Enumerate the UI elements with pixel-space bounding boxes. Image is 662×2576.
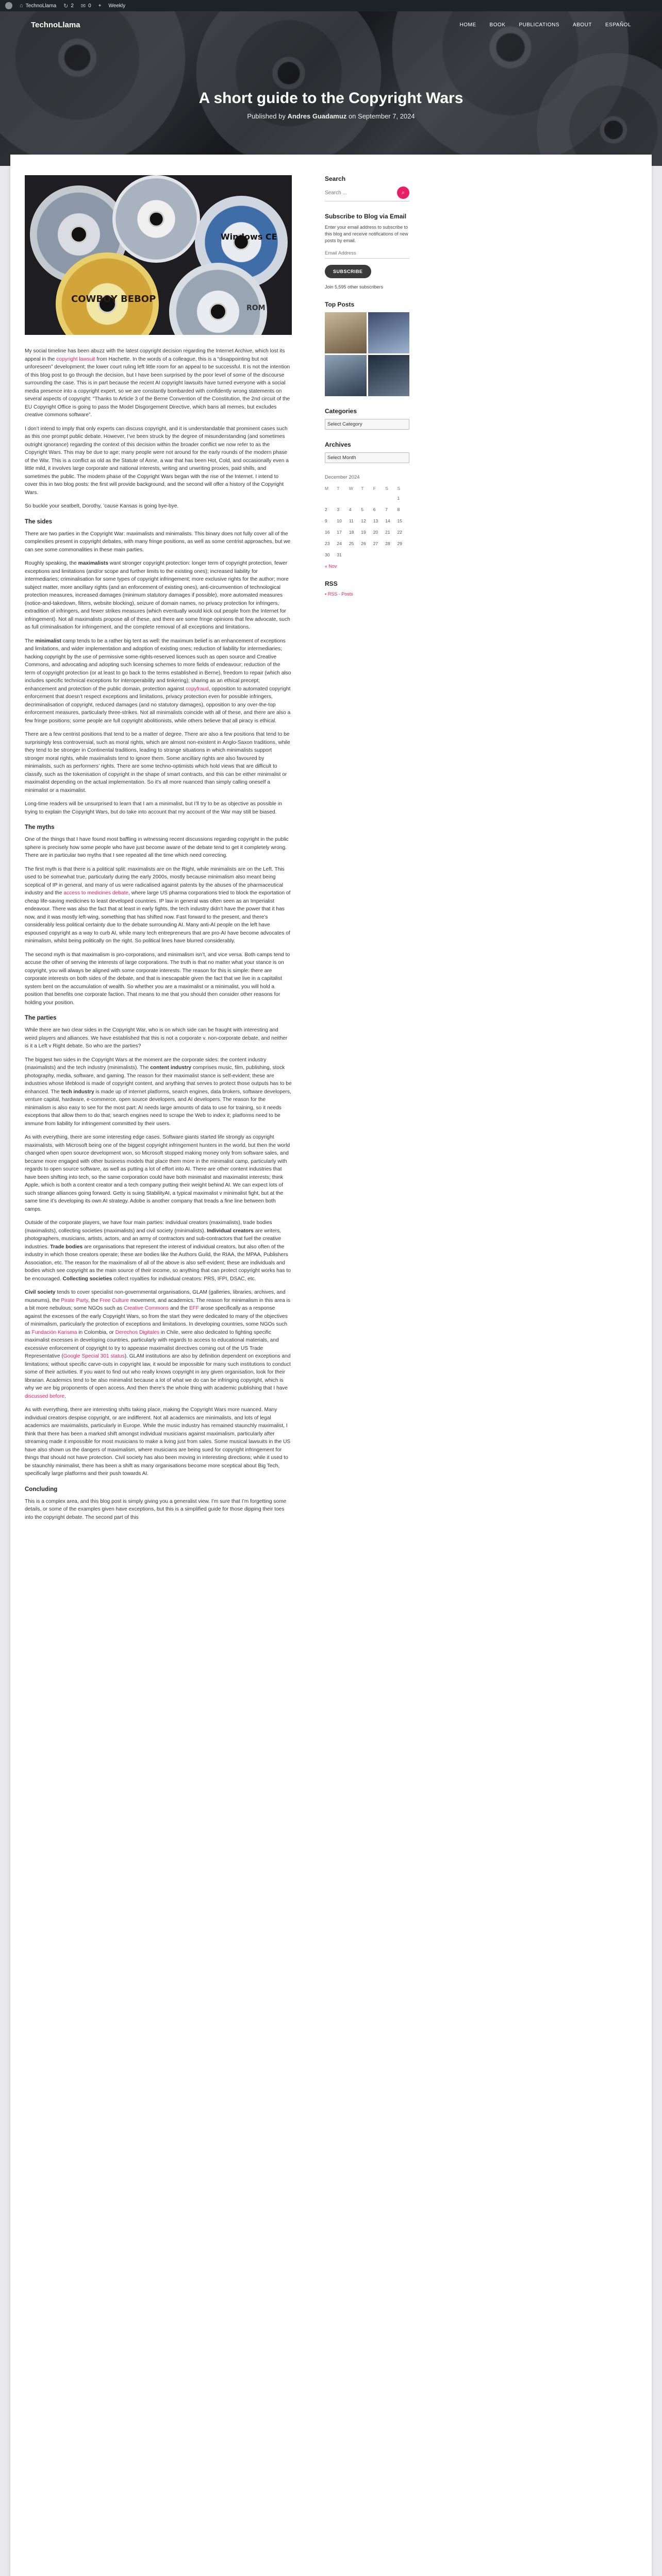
post-header [0, 90, 662, 120]
link[interactable]: Google Special 301 status [63, 1353, 125, 1359]
archives-widget [325, 441, 409, 463]
calendar-day: 12 [361, 518, 366, 523]
calendar-day: 29 [397, 541, 402, 546]
calendar-week [325, 527, 409, 538]
calendar-day-header: T [361, 486, 364, 491]
calendar-week [325, 538, 409, 549]
subscriber-count: Join 5,595 other subscribers [325, 284, 384, 290]
cd-label: COWBOY BEBOP [71, 294, 156, 304]
calendar-day [361, 493, 373, 504]
calendar-day [337, 493, 349, 504]
top-navigation [0, 11, 662, 38]
paragraph: One of the things that I have found most baffling in witnessing recent discussions regarding copyright in the public sphere is precisely how some people who have just become aware of the debate tend to get it completely wrong. There are in particular two myths that I see repeated all the time which need correcting. [25, 837, 289, 858]
link[interactable]: copyright lawsuit [56, 356, 95, 362]
paragraph: Long-time readers will be unsurprised to learn that I am a minimalist, but I’ll try to be as objective as possible in trying to explain the Copyright Wars, but do take into account that my account of the War may still be biased. [25, 801, 282, 815]
calendar-week [325, 515, 409, 527]
paragraph: As with everything, there are interesting shifts taking place, making the Copyright Wars more nuanced. Many individual creators despise copyright, or are indifferent. Not all academics are minimalists, and lots of legal academics are maximalists, particularly in Europe. While the music industry has remained staunchly maximalist, I think that there has been a marked shift amongst individual musicians against maximalism, particularly after streaming made it impossible for most musicians to make a living just from sales. Some musical lawsuits in the US have also shown us the dangers of maximalism, where musicians are being sued for copyright infringement for things that should not have protection. Civil society has also been moving in interesting directions; while it used to be staunchly minimalist, there has been a shift as many organisations become more sceptical about Big Tech, specifically large platforms and their push towards AI. [25, 1407, 291, 1477]
calendar-prev-link[interactable]: « Nov [325, 564, 337, 569]
site-brand[interactable]: TechnoLlama [31, 20, 80, 29]
calendar-day: 24 [337, 541, 342, 546]
cd-disc [112, 175, 200, 263]
admin-comments[interactable]: ✉ 0 [80, 3, 91, 9]
refresh-icon: ↻ [63, 3, 69, 9]
calendar-day: 20 [373, 530, 378, 535]
search-widget [325, 175, 409, 201]
menu-item-publications[interactable]: PUBLICATIONS [519, 22, 560, 28]
link[interactable]: Derechos Digitales [115, 1329, 160, 1335]
calendar-day: 28 [385, 541, 390, 546]
article-content [25, 175, 292, 1527]
calendar-day [398, 549, 409, 561]
calendar-day: 18 [349, 530, 354, 535]
comment-icon: ✉ [80, 3, 86, 9]
calendar-day: 23 [325, 541, 330, 546]
admin-bar [0, 0, 662, 11]
search-input[interactable] [325, 190, 394, 196]
paragraph: This is a complex area, and this blog post is simply giving you a generalist view. I’m sure that I’m forgetting some details, or some of the examples given have exceptions, but this is a simplified guide for those dipping their toes into the copyright debate. The second part of this [25, 1498, 287, 1520]
calendar-day [373, 549, 385, 561]
post-title: A short guide to the Copyright Wars [198, 90, 464, 107]
calendar-day-header: S [385, 486, 388, 491]
hero-header [0, 11, 662, 166]
widget-title: Subscribe to Blog via Email [325, 213, 407, 220]
calendar-day: 9 [325, 518, 327, 523]
menu-item-book[interactable]: BOOK [489, 22, 506, 28]
categories-select[interactable]: Select Category [325, 419, 409, 430]
link[interactable]: Fundación Karisma [31, 1329, 77, 1335]
widget-title: Categories [325, 408, 357, 415]
subscribe-button[interactable]: SUBSCRIBE [325, 265, 371, 278]
main-menu [460, 22, 631, 28]
widget-title: Top Posts [325, 301, 355, 308]
main-card [10, 155, 652, 2576]
paragraph: Roughly speaking, the maximalists want stronger copyright protection: longer term of copyright protection, fewer exceptions and limitations (and/or scope and further limits to the existing ones); increased liability for intermediaries; criminalisation for some types of copyright infringement; more exclusive rights for the author; more subject matter, more ancillary rights (and an enforcement of existing ones), anti-circumvention of technological protection measures, increased damages (minimum statutory damages if possible), more automated measures (notice-and-takedown, filters, website blocking), seizure of domain names, no privacy protection for infringers, extradition of infringers, and fewer strikes measures (which eventually would kick out people from the Internet for infringement). Not all maximalists propose all of these, and there are some fringe opinions that few advocate, such as full criminalisation for infringement, and the complete removal of all exceptions and limitations. [25, 561, 290, 630]
calendar-day-header: W [349, 486, 353, 491]
calendar-day [361, 549, 373, 561]
admin-site-link[interactable]: ⌂ TechnoLlama [20, 3, 57, 9]
search-icon[interactable]: ⌕ [397, 187, 409, 199]
link[interactable]: copyfraud [186, 686, 209, 692]
widget-title: Search [325, 175, 346, 182]
menu-item-espanol[interactable]: ESPAÑOL [605, 22, 631, 28]
top-post-thumbnail[interactable] [325, 312, 367, 353]
calendar-day: 14 [385, 518, 390, 523]
paragraph: The second myth is that maximalism is pro-corporations, and minimalism isn’t, and vice versa. Both camps tend to accuse the other of serving the interests of large corporations. The truth is that no matter what your stance is on copyright, you will always be aligned with some corporate interests. The reason for this is simple: there are corporate interests on both sides of the debate, and that is inescapable given the fact that we live in a capitalist system bent on the accumulation of wealth. So whether you are a maximalist or a minimalist, you will hold a position that benefits one corporate faction. That means to me that you should then consider other reasons for holding your position. [25, 952, 290, 1006]
post-meta: Published by Andres Guadamuz on September 7, 2024 [247, 112, 415, 120]
paragraph: Civil society tends to cover specialist non-governmental organisations, GLAM (galleries, libraries, archives, and museums), the Pirate Party, the Free Culture movement, and academics. The reason for minimalism in this area is a bit more nebulous; some NGOs such as Creative Commons and the EFF arose specifically as a response against the excesses of the early Copyright Wars, so from the start they were dedicated to many of the objectives of minimalism, particularly the protection of exceptions and limitations. In developing countries, some NGOs such as Fundación Karisma in Colombia, or Derechos Digitales in Chile, were also dedicated to fighting specific maximalist excesses in developing countries, particularly with regards to access to educational materials, and excessive enforcement of copyright to try to appease maximalist directives coming out of the US Trade Representative (Google Special 301 status). GLAM institutions are also by definition dependent on exceptions and limitations; without specific carve-outs in copyright law, it would be impossible for many such institutions to conduct some of their activities. If you want to find out who really knows copyright in any given organisation, look for their librarian. Academics tend to be also minimalist because a lot of what we do can be infringing copyright, which is why we are big proponents of open access. And then there’s the whole thing with academic publishing that I have discussed before. [25, 1290, 291, 1399]
post-author[interactable]: Andres Guadamuz [287, 112, 347, 120]
calendar-day: 13 [373, 518, 378, 523]
top-post-thumbnail[interactable] [368, 312, 410, 353]
calendar-day: 3 [337, 507, 340, 512]
home-icon: ⌂ [20, 3, 23, 9]
calendar-day-header: M [325, 486, 329, 491]
calendar-day: 26 [361, 541, 366, 546]
link[interactable]: Free Culture [100, 1297, 129, 1303]
paragraph: My social timeline has been abuzz with the latest copyright decision regarding the Internet Archive, which lost its appeal in the copyright lawsuit from Hachette. In the words of a colleague, this is a “disappointing but not unforeseen” development; the lower court ruling left little room for an appeal to be successful. It is not the intention of this blog post to go through the decision, but I have been surprised by the poor level of some of the discourse surrounding the case. This is in part because the recent AI copyright lawsuits have turned everyone with a social media presence into a copyright expert, so we are constantly bombarded with confidently wrong statements on several aspects of copyright: “Thanks to Article 3 of the Berne Convention of the Constitution, the 2nd circuit of the EU Copyright Office is going to pass the Model Disgorgement Directive, which bans all memes, but excludes creative commons software”. [25, 348, 290, 418]
paragraph: While there are two clear sides in the Copyright War, who is on which side can be fraught with interesting and weird players and alliances. We have established that this is not a corporate v. non-corporate debate, and neither is it a Left v Right debate. So who are the parties? [25, 1027, 288, 1049]
calendar-week [325, 493, 409, 504]
archives-select[interactable]: Select Month [325, 452, 409, 463]
subscribe-widget: Subscribe to Blog via Email Enter your email address to subscribe to this blog and receive notifications of new posts by email. Email Address SUBSCRIBE Join 5,595 other subscribers [325, 213, 409, 290]
link[interactable]: EFF [189, 1306, 200, 1311]
calendar-day [325, 493, 337, 504]
link[interactable]: access to medicines debate [63, 890, 129, 896]
calendar-title: December 2024 [325, 474, 360, 480]
calendar-day [349, 493, 361, 504]
calendar-day [385, 493, 397, 504]
calendar-day: 7 [385, 507, 388, 512]
calendar-day: 15 [397, 518, 402, 523]
calendar-day-header: S [397, 486, 401, 491]
widget-title: Archives [325, 441, 351, 448]
paragraph: Outside of the corporate players, we have four main parties: individual creators (maximalists), trade bodies (maximalists), collecting societies (maximalists) and civil society (minimalists). Individual creators are writers, photographers, musicians, artists, actors, and an army of contractors and sub-contractors that fuel the creative industries. Trade bodies are organisations that represent the interest of individual creators, but also often of the industry in which those creators operate; these are bodies like the Authors Guild, the RIAA, the MPAA, Publishers Association, etc. The reason for the maximalism of all of the above is also self-evident; these are individuals and bodies which see copyright as the main source of their income, so anything that can protect copyright works has to be encouraged. Collecting societies collect royalties for individual creators: PRS, IFPI, DSAC, etc. [25, 1220, 291, 1282]
cd-label: Windows CE [221, 232, 277, 242]
calendar-week [325, 549, 409, 561]
paragraph: There are two parties in the Copyright War: maximalists and minimalists. This binary does not fully cover all of the complexities present in copyright debates, with many fringe positions, as well as some centrist approaches, but we can see some commonalities in these main parties. [25, 531, 291, 553]
sidebar [325, 175, 409, 608]
link[interactable]: Creative Commons [123, 1306, 169, 1311]
calendar-day: 6 [373, 507, 376, 512]
paragraph: The minimalist camp tends to be a rather big tent as well: the maximum belief is an enhancement of exceptions and limitations, and wider implementation and adoption of existing ones; reduction of liability for intermediaries; hacking copyright by the use of permissive some-rights-reserved licences such as open source and Creative Commons, and advocating and adopting such licensing schemes to more fields of endeavour; reduction of the term of copyright protection (or at least to go back to the terms established in Berne), freedom to repair (which also includes specific technical exceptions for interoperability and tinkering); sharing as an ethical precept; enhancement and protection of the public domain, protection against copyfraud, opposition to automated copyright enforcement that doesn’t respect exceptions and limitations, privacy protection even for possible infringers, decriminalisation of copyright, reduced damages (and no statutory damages), opposition to any over-the-top enforcement measures, particularly three-strikes. Not all minimalists coincide with all of these, and there are also a few fringe positions; some people are full copyright abolitionists, while others believe that all piracy is ethical. [25, 638, 291, 724]
calendar-day: 5 [361, 507, 363, 512]
admin-new[interactable]: + [98, 3, 102, 9]
wordpress-icon[interactable] [5, 2, 12, 9]
post-date[interactable]: September 7, 2024 [358, 112, 415, 120]
calendar-day: 2 [325, 507, 327, 512]
featured-image [25, 175, 292, 335]
admin-weekly[interactable]: Weekly [108, 3, 126, 9]
cd-label: ROM [246, 304, 266, 312]
calendar-day: 4 [349, 507, 352, 512]
calendar-day: 21 [385, 530, 390, 535]
section-heading: The sides [25, 518, 53, 525]
calendar-day [373, 493, 385, 504]
widget-title: RSS [325, 580, 338, 587]
paragraph: So buckle your seatbelt, Dorothy, ’cause Kansas is going bye-bye. [25, 503, 179, 509]
calendar-day [349, 549, 361, 561]
paragraph: There are a few centrist positions that tend to be a matter of degree. There are also a few positions that tend to be surprisingly less controversial, such as moral rights, which are almost non-existent in Anglo-Saxon traditions, while they tend to be stronger in Continental traditions, leading to strange situations in which minimalists support stronger moral rights, while maximalists tend to ignore them. Some ancillary rights are also favoured by minimalists, such as performers’ rights. There are some techno-optimists which hold views that are difficult to classify, such as the tokenisation of copyright in the shape of smart contracts, and this can be either minimalist or maximalist depending on the actual implementation. So it’s all more nuanced than simply calling oneself a minimalist or a maximalist. [25, 732, 290, 793]
calendar-day: 30 [325, 552, 330, 557]
section-heading: The myths [25, 824, 55, 831]
top-post-thumbnail[interactable] [325, 355, 367, 396]
section-heading: Concluding [25, 1486, 58, 1493]
rss-posts-link[interactable]: ▪ RSS - Posts [325, 591, 353, 597]
calendar-day: 10 [337, 518, 342, 523]
calendar-day: 11 [349, 518, 354, 523]
calendar-day [385, 549, 397, 561]
email-field[interactable] [325, 248, 409, 259]
calendar-day: 25 [349, 541, 354, 546]
calendar-day: 31 [337, 552, 342, 557]
calendar-day: 16 [325, 530, 330, 535]
top-post-thumbnail[interactable] [368, 355, 410, 396]
calendar-day-header: T [337, 486, 340, 491]
calendar-day-header: F [373, 486, 376, 491]
rss-icon: ▪ [325, 591, 327, 597]
categories-widget [325, 408, 409, 430]
admin-updates[interactable]: ↻ 2 [63, 3, 74, 9]
calendar-day: 8 [397, 507, 400, 512]
paragraph: The first myth is that there is a political split: maximalists are on the Right, while minimalists are on the Left. This used to be somewhat true, particularly during the early 2000s, mostly because minimalism also meant being sceptical of IP in general, and many of us were radicalised against patents by the abuses of the pharmaceutical industry and the access to medicines debate, where large US pharma corporations tried to block the exportation of cheap life-saving medicines to least developed countries. IP law in general was often seen as an Imperialist endeavour. There was also the fact that at least in early fights, the tech industry didn’t have the power that it has now, and it was mostly left-wing, something that has shifted now. Fast forward to the present, and there’s considerably less political certainty due to the debate surrounding AI. Many anti-AI people on the left have espoused copyright as a way to curb AI, while many tech entrepreneurs that are pro-AI have become advocates of minimalism, whilst being politically on the right. So political lines have blurred considerably. [25, 866, 291, 944]
rss-widget [325, 580, 409, 597]
calendar-day: 19 [361, 530, 366, 535]
calendar-day: 1 [397, 496, 400, 501]
calendar-week [325, 504, 409, 515]
calendar-day: 17 [337, 530, 342, 535]
section-heading: The parties [25, 1015, 57, 1021]
link[interactable]: discussed before [25, 1393, 65, 1399]
link[interactable]: Pirate Party [61, 1297, 88, 1303]
calendar-day: 22 [397, 530, 402, 535]
menu-item-about[interactable]: ABOUT [573, 22, 592, 28]
calendar-widget [325, 474, 409, 569]
paragraph: The biggest two sides in the Copyright Wars at the moment are the corporate sides: the content industry (maximalists) and the tech industry (minimalists). The content industry comprises music, film, publishing, stock photography, media, software, and gaming. The reason for their maximalist stance is self-evident; these are industries whose lifeblood is made of copyright content, and anything that serves to protect those outputs has to be enhanced. The tech industry is made up of internet platforms, search engines, data brokers, software developers, venture capital, hardware, e-commerce, open source developers, and AI developers. The reason for the minimalism is also easy to see for the most part: AI needs large amounts of data to use for training, so it needs exceptions that allow them to do that; search engines need to scrape the Web to index it; platforms need to be immune from liability for infringement committed by their users. [25, 1057, 292, 1127]
menu-item-home[interactable]: HOME [459, 22, 476, 28]
paragraph: I don’t intend to imply that only experts can discuss copyright, and it is understandable that prominent cases such as this one prompt public debate. However, I’ve been struck by the degree of misunderstanding (and sometimes outright ignorance) regarding the context of this decision within the broader conflict we now refer to as the Copyright Wars. This may be due to age; many people were not around for the early rounds of the modern phase of the War. This is a conflict as old as the Statute of Anne, a war that has been Hot, Cold, and occasionally even a little mild, it involves large corporate and national interests, writing and unwriting proxies, paid shills, and sometimes the public. The modern phase of the Copyright Wars began with the rise of the Internet. I intend to cover this in two blog posts: the first will provide background, and the second will offer a history of the Copyright Wars. [25, 426, 289, 496]
calendar-table [325, 484, 409, 561]
calendar-day: 27 [373, 541, 378, 546]
paragraph: As with everything, there are some interesting edge cases. Software giants started life strongly as copyright maximalists, with Microsoft being one of the biggest copyright infringement hunters in the world, but then the world changed when open source development won, so Microsoft stopped making money only from software sales, and became more engaged with other business models that place them more in the minimalist camp, particularly with regards to open source software, as well as putting a lot of effort into AI. There are other content industries that have been shifting into tech, so the same corporation could have both minimalist and maximalist interests; think Apple, which is both a content creator and a tech company putting their weight behind AI. We can expect lots of such strange alliances going forward. Getty is suing StabilityAI, a typical maximalist v minimalist fight, but at the same time it’s developing its own AI strategy. Adobe is another company that treads a fine line between both camps. [25, 1134, 290, 1212]
top-posts-widget [325, 301, 409, 396]
